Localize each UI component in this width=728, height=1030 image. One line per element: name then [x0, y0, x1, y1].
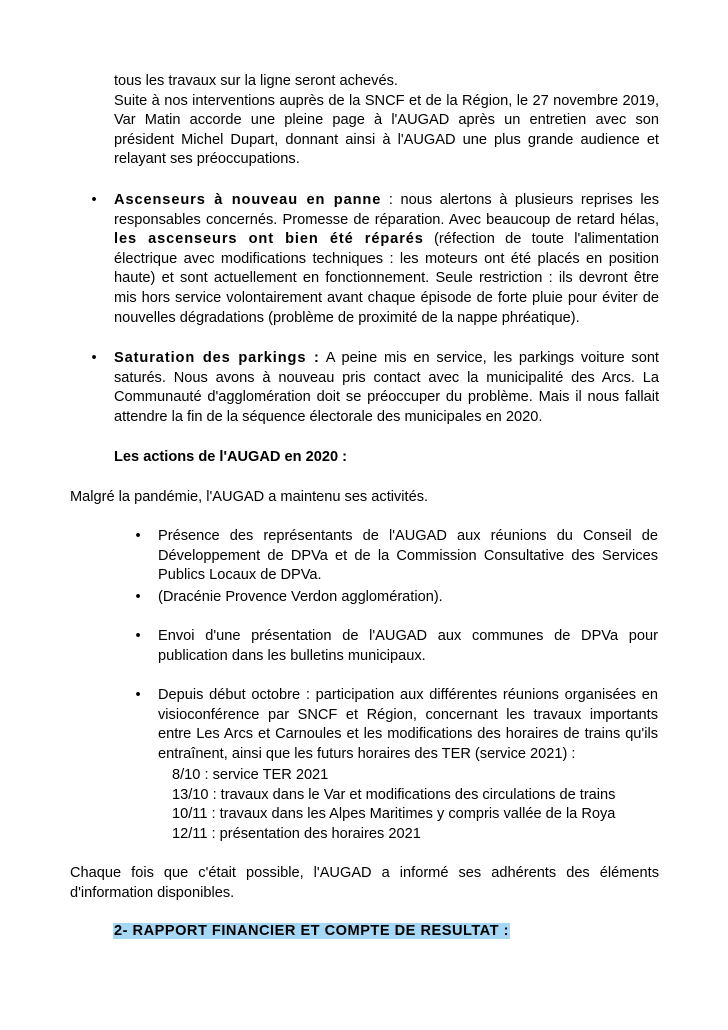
date-item: 10/11 : travaux dans les Alpes Maritimes y compris vallée de la Roya	[172, 806, 616, 823]
bullet-marker: •	[135, 528, 141, 544]
continuation-paragraph: Suite à nos interventions auprès de la SNCF et de la Région, le 27 novembre 2019, Var Matin accorde une pleine page à l'AUGAD après un entretien avec son président Michel Dupart, donnant ainsi à l'AUGAD une plus grande audience et relayant ses préoccupations.	[114, 92, 659, 168]
bullet-marker: •	[135, 687, 141, 703]
section-heading-financial	[113, 922, 510, 942]
date-item: 12/11 : présentation des horaires 2021	[172, 825, 421, 842]
bullet-marker: •	[91, 192, 97, 208]
bullet-marker: •	[135, 628, 141, 644]
bullet-marker: •	[135, 589, 141, 605]
bullet-dpva: (Dracénie Provence Verdon agglomération).	[158, 589, 443, 605]
date-item: 8/10 : service TER 2021	[172, 767, 329, 783]
section-heading-2020: Les actions de l'AUGAD en 2020 :	[114, 449, 347, 465]
bullet-text: (réfection de toute l'alimentation électrique avec modifications techniques : les moteurs ont été placés en position haute) et sont actuellement en fonctionnement. Seule restriction : ils devront être mis hors service volontairement avant chaque épisode de forte pluie pour éviter de nouvelles dégradations (problème de proximité de la nappe phréatique).	[114, 231, 659, 326]
highlighted-heading: 2- RAPPORT FINANCIER ET COMPTE DE RESULTAT :	[114, 923, 509, 939]
bullet-text: A peine mis en service, les parkings voiture sont saturés. Nous avons à nouveau pris contact avec la municipalité des Arcs. La Communauté d'agglomération doit se préoccuper du problème. Mais il nous fallait attendre la fin de la séquence électorale des municipales en 2020.	[114, 350, 659, 425]
bullet-representatives: Présence des représentants de l'AUGAD aux réunions du Conseil de Développement de DPVa et de la Commission Consultative des Services Publics Locaux de DPVa.	[158, 528, 658, 584]
bullet-text: : nous alertons à plusieurs reprises les responsables concernés. Promesse de réparation. Avec beaucoup de retard hélas,	[114, 192, 659, 228]
bullet-meetings: Depuis début octobre : participation aux différentes réunions organisées en visioconférence par SNCF et Région, concernant les travaux importants entre Les Arcs et Carnoules et les modifications des horaires de trains qu'ils entraînent, ainsi que les futurs horaires des TER (service 2021) :	[158, 687, 658, 762]
intro-2020: Malgré la pandémie, l'AUGAD a maintenu ses activités.	[70, 489, 429, 505]
bullet-parkings	[114, 349, 659, 427]
bullet-emphasis: les ascenseurs ont bien été réparés	[114, 231, 424, 248]
continuation-line: tous les travaux sur la ligne seront achevés.	[114, 73, 398, 89]
date-item: 13/10 : travaux dans le Var et modifications des circulations de trains	[172, 786, 616, 803]
bullet-title-elevators: Ascenseurs à nouveau en panne	[114, 192, 382, 208]
continuation-block	[114, 72, 659, 170]
meeting-dates	[172, 766, 615, 844]
bullet-marker: •	[91, 350, 97, 366]
bullet-title-parkings: Saturation des parkings :	[114, 350, 320, 366]
bullet-elevators	[114, 191, 659, 328]
bullet-presentation: Envoi d'une présentation de l'AUGAD aux communes de DPVa pour publication dans les bulletins municipaux.	[158, 628, 658, 664]
closing-paragraph: Chaque fois que c'était possible, l'AUGAD a informé ses adhérents des éléments d'information disponibles.	[70, 865, 659, 901]
